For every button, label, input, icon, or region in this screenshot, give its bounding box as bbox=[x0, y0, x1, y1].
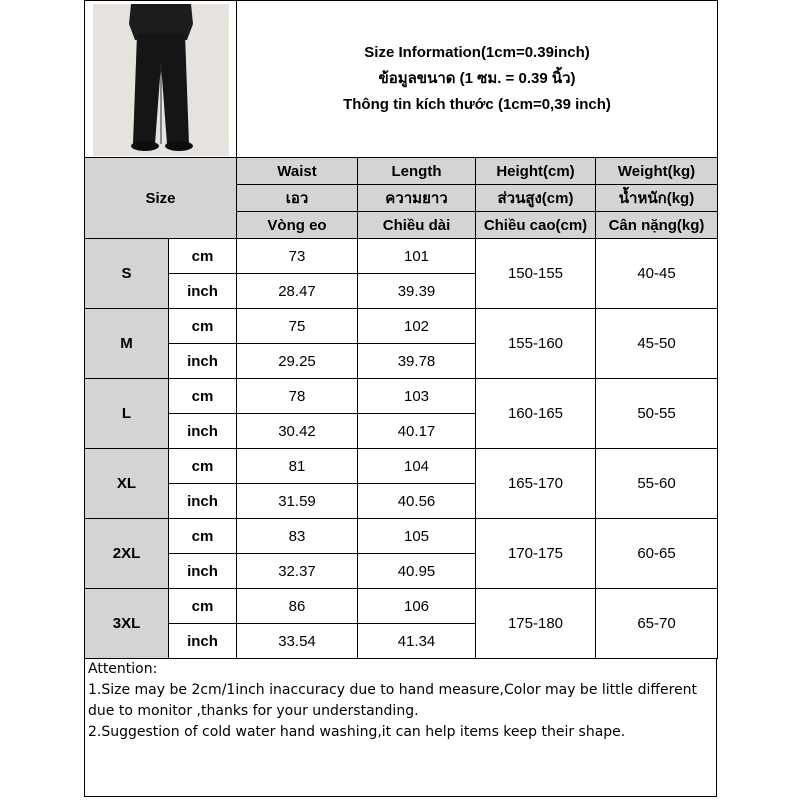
attention-notes bbox=[84, 659, 717, 797]
waist-cm: 78 bbox=[237, 379, 358, 414]
unit-cm: cm bbox=[169, 379, 237, 414]
title-vietnamese: Thông tin kích thước (1cm=0,39 inch) bbox=[343, 96, 611, 113]
table-row bbox=[85, 519, 718, 554]
size-name: 2XL bbox=[85, 519, 169, 589]
length-inch: 40.56 bbox=[358, 484, 476, 519]
size-table bbox=[84, 0, 718, 659]
col-weight-en: Weight(kg) bbox=[596, 158, 718, 185]
length-inch: 40.17 bbox=[358, 414, 476, 449]
length-cm: 103 bbox=[358, 379, 476, 414]
attention-note-1: 1.Size may be 2cm/1inch inaccuracy due to hand measure,Color may be little different due to monitor ,thanks for your understanding. bbox=[88, 682, 702, 719]
height-range: 175-180 bbox=[476, 589, 596, 659]
unit-cm: cm bbox=[169, 449, 237, 484]
unit-inch: inch bbox=[169, 484, 237, 519]
col-length-th: ความยาว bbox=[358, 185, 476, 212]
model-pants-image bbox=[93, 4, 229, 156]
length-cm: 101 bbox=[358, 239, 476, 274]
waist-cm: 86 bbox=[237, 589, 358, 624]
waist-inch: 28.47 bbox=[237, 274, 358, 309]
height-range: 170-175 bbox=[476, 519, 596, 589]
unit-cm: cm bbox=[169, 519, 237, 554]
waist-inch: 31.59 bbox=[237, 484, 358, 519]
unit-cm: cm bbox=[169, 589, 237, 624]
col-length-en: Length bbox=[358, 158, 476, 185]
size-name: L bbox=[85, 379, 169, 449]
title-thai: ข้อมูลขนาด (1 ซม. = 0.39 นิ้ว) bbox=[378, 70, 576, 87]
col-waist-vi: Vòng eo bbox=[237, 212, 358, 239]
height-range: 160-165 bbox=[476, 379, 596, 449]
weight-range: 50-55 bbox=[596, 379, 718, 449]
unit-cm: cm bbox=[169, 239, 237, 274]
weight-range: 55-60 bbox=[596, 449, 718, 519]
unit-inch: inch bbox=[169, 344, 237, 379]
col-height-en: Height(cm) bbox=[476, 158, 596, 185]
waist-inch: 30.42 bbox=[237, 414, 358, 449]
length-cm: 105 bbox=[358, 519, 476, 554]
height-range: 155-160 bbox=[476, 309, 596, 379]
weight-range: 45-50 bbox=[596, 309, 718, 379]
product-photo-cell bbox=[85, 1, 237, 158]
table-row bbox=[85, 379, 718, 414]
length-cm: 104 bbox=[358, 449, 476, 484]
length-cm: 106 bbox=[358, 589, 476, 624]
waist-cm: 81 bbox=[237, 449, 358, 484]
waist-cm: 75 bbox=[237, 309, 358, 344]
weight-range: 40-45 bbox=[596, 239, 718, 309]
title-cell bbox=[237, 1, 718, 158]
unit-inch: inch bbox=[169, 274, 237, 309]
size-header: Size bbox=[85, 158, 237, 239]
table-row bbox=[85, 589, 718, 624]
length-inch: 41.34 bbox=[358, 624, 476, 659]
col-weight-vi: Cân nặng(kg) bbox=[596, 212, 718, 239]
waist-cm: 73 bbox=[237, 239, 358, 274]
attention-heading: Attention: bbox=[88, 661, 158, 677]
waist-inch: 33.54 bbox=[237, 624, 358, 659]
table-row bbox=[85, 309, 718, 344]
size-name: M bbox=[85, 309, 169, 379]
weight-range: 65-70 bbox=[596, 589, 718, 659]
col-height-th: ส่วนสูง(cm) bbox=[476, 185, 596, 212]
attention-note-2: 2.Suggestion of cold water hand washing,it can help items keep their shape. bbox=[88, 724, 626, 740]
length-inch: 40.95 bbox=[358, 554, 476, 589]
length-inch: 39.39 bbox=[358, 274, 476, 309]
product-photo bbox=[93, 4, 229, 156]
table-row bbox=[85, 239, 718, 274]
unit-inch: inch bbox=[169, 624, 237, 659]
waist-inch: 32.37 bbox=[237, 554, 358, 589]
table-row bbox=[85, 449, 718, 484]
col-height-vi: Chiều cao(cm) bbox=[476, 212, 596, 239]
size-chart bbox=[84, 0, 717, 800]
height-range: 150-155 bbox=[476, 239, 596, 309]
waist-cm: 83 bbox=[237, 519, 358, 554]
size-name: XL bbox=[85, 449, 169, 519]
height-range: 165-170 bbox=[476, 449, 596, 519]
size-name: 3XL bbox=[85, 589, 169, 659]
weight-range: 60-65 bbox=[596, 519, 718, 589]
waist-inch: 29.25 bbox=[237, 344, 358, 379]
title-english: Size Information(1cm=0.39inch) bbox=[364, 44, 590, 61]
unit-inch: inch bbox=[169, 554, 237, 589]
length-cm: 102 bbox=[358, 309, 476, 344]
unit-cm: cm bbox=[169, 309, 237, 344]
col-weight-th: น้ำหนัก(kg) bbox=[596, 185, 718, 212]
col-waist-th: เอว bbox=[237, 185, 358, 212]
col-length-vi: Chiều dài bbox=[358, 212, 476, 239]
unit-inch: inch bbox=[169, 414, 237, 449]
length-inch: 39.78 bbox=[358, 344, 476, 379]
col-waist-en: Waist bbox=[237, 158, 358, 185]
size-name: S bbox=[85, 239, 169, 309]
